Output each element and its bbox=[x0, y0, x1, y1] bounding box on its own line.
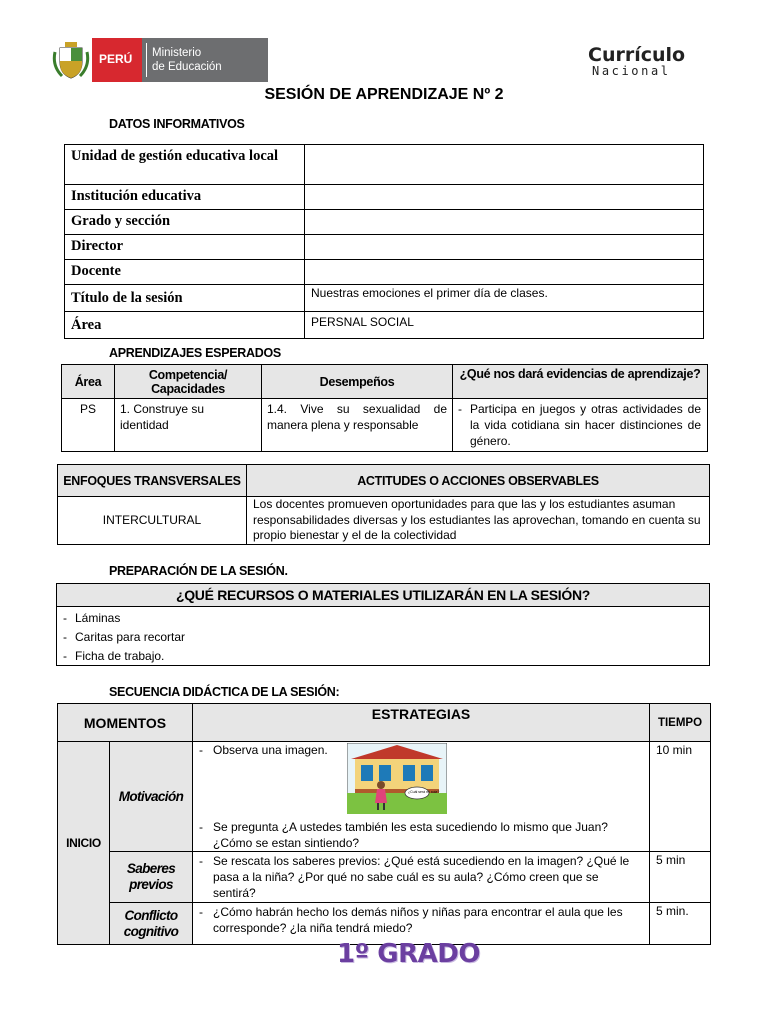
datos-label: Área bbox=[65, 312, 305, 339]
enfoques-col2: ACTITUDES O ACCIONES OBSERVABLES bbox=[247, 465, 710, 497]
momento-motivacion: Motivación bbox=[110, 742, 193, 852]
recursos-title: ¿QUÉ RECURSOS O MATERIALES UTILIZARÁN EN LA SESIÓN? bbox=[57, 584, 709, 607]
row-desempeno: 1.4. Vive su sexualidad de manera plena y responsable bbox=[262, 399, 453, 452]
col-header: Competencia/ Capacidades bbox=[115, 365, 262, 399]
momento-saberes: Saberes previos bbox=[110, 852, 193, 903]
row-evidencia-cell: - Participa en juegos y otras actividades de la vida cotidiana sin hacer distinciones de género. bbox=[453, 399, 708, 452]
ministry-line1: Ministerio bbox=[152, 47, 202, 59]
datos-value: Nuestras emociones el primer día de clases. bbox=[305, 285, 704, 312]
tiempo-motivacion: 10 min bbox=[650, 742, 711, 852]
tiempo-conflicto: 5 min. bbox=[650, 903, 711, 945]
datos-table bbox=[64, 144, 704, 339]
datos-value: PERSNAL SOCIAL bbox=[305, 312, 704, 339]
datos-value bbox=[305, 145, 704, 185]
datos-label: Director bbox=[65, 235, 305, 260]
curriculo-line2: Nacional bbox=[592, 64, 671, 78]
datos-label: Institución educativa bbox=[65, 185, 305, 210]
grade-label: 1º GRADO bbox=[337, 939, 480, 969]
enfoques-col1: ENFOQUES TRANSVERSALES bbox=[58, 465, 247, 497]
inicio-label: INICIO bbox=[58, 742, 110, 945]
col-header: ¿Qué nos dará evidencias de aprendizaje? bbox=[453, 365, 708, 399]
datos-label: Título de la sesión bbox=[65, 285, 305, 312]
motivacion-item1: Observa una imagen. bbox=[213, 743, 328, 757]
datos-heading: DATOS INFORMATIVOS bbox=[109, 117, 245, 131]
enfoque-value: INTERCULTURAL bbox=[58, 497, 247, 545]
col-momentos: MOMENTOS bbox=[58, 704, 193, 742]
list-item: - Ficha de trabajo. bbox=[63, 649, 165, 663]
secuencia-table bbox=[57, 703, 711, 945]
list-item: - Láminas bbox=[63, 611, 121, 625]
curriculo-logo bbox=[578, 40, 692, 86]
datos-label: Grado y sección bbox=[65, 210, 305, 235]
actitud-value: Los docentes promueven oportunidades para que las y los estudiantes asuman responsabilidades diversas y los estudiantes las aprovechan, tomando en cuenta su propio bienestar y el de la colectividad bbox=[247, 497, 710, 545]
datos-value bbox=[305, 235, 704, 260]
recursos-list bbox=[57, 607, 709, 666]
tiempo-saberes: 5 min bbox=[650, 852, 711, 903]
col-estrategias: ESTRATEGIAS bbox=[193, 704, 650, 742]
conflicto-cell: - ¿Cómo habrán hecho los demás niños y niñas para encontrar el aula que les corresponde? ¿la niña tendrá miedo? bbox=[193, 903, 650, 945]
row-area: PS bbox=[62, 399, 115, 452]
image-bubble-text: ¿Cuál será mi aula? bbox=[408, 790, 440, 794]
ministry-block bbox=[142, 38, 268, 82]
aprendizajes-table bbox=[61, 364, 708, 452]
preparacion-heading: PREPARACIÓN DE LA SESIÓN. bbox=[109, 564, 288, 578]
peru-block bbox=[92, 38, 142, 82]
col-header: Desempeños bbox=[262, 365, 453, 399]
ministry-line2: de Educación bbox=[152, 61, 222, 73]
aprendizajes-heading: APRENDIZAJES ESPERADOS bbox=[109, 346, 281, 360]
datos-label: Docente bbox=[65, 260, 305, 285]
ministry-logo bbox=[52, 38, 268, 82]
motivacion-cell: - Observa una imagen. ¿Cuál será mi aula? - Se pregunta ¿A ustedes también les esta sucediendo lo mismo que Juan? ¿Cómo se estan sintiendo? bbox=[193, 742, 650, 852]
recursos-box bbox=[56, 583, 710, 666]
secuencia-heading: SECUENCIA DIDÁCTICA DE LA SESIÓN: bbox=[109, 685, 340, 699]
saberes-cell: - Se rescata los saberes previos: ¿Qué está sucediendo en la imagen? ¿Qué le pasa a la niña? ¿Por qué no sabe cuál es su aula? ¿Cómo creen que se sentirá? bbox=[193, 852, 650, 903]
conflicto-item1: ¿Cómo habrán hecho los demás niños y niñas para encontrar el aula que les corresponde? ¿la niña tendrá miedo? bbox=[213, 905, 623, 935]
datos-value bbox=[305, 210, 704, 235]
datos-value bbox=[305, 185, 704, 210]
col-tiempo: TIEMPO bbox=[650, 704, 711, 742]
col-header: Área bbox=[62, 365, 115, 399]
saberes-item1: Se rescata los saberes previos: ¿Qué está sucediendo en la imagen? ¿Qué le pasa a la niña? ¿Por qué no sabe cuál es su aula? ¿Cómo creen que se sentirá? bbox=[213, 854, 630, 900]
school-image bbox=[347, 743, 447, 814]
momento-conflicto: Conflicto cognitivo bbox=[110, 903, 193, 945]
motivacion-item2: Se pregunta ¿A ustedes también les esta sucediendo lo mismo que Juan? ¿Cómo se estan sintiendo? bbox=[213, 820, 608, 850]
coat-of-arms-icon bbox=[52, 40, 90, 80]
row-evidencia: Participa en juegos y otras actividades de la vida cotidiana sin hacer distinciones de género. bbox=[470, 402, 701, 448]
peru-label: PERÚ bbox=[99, 52, 133, 66]
datos-value bbox=[305, 260, 704, 285]
row-competencia: 1. Construye su identidad bbox=[115, 399, 262, 452]
enfoques-table bbox=[57, 464, 710, 545]
page-title: SESIÓN DE APRENDIZAJE Nº 2 bbox=[264, 86, 504, 103]
list-item: - Caritas para recortar bbox=[63, 630, 186, 644]
datos-label: Unidad de gestión educativa local bbox=[65, 145, 305, 185]
curriculo-line1: Currículo bbox=[588, 44, 686, 66]
